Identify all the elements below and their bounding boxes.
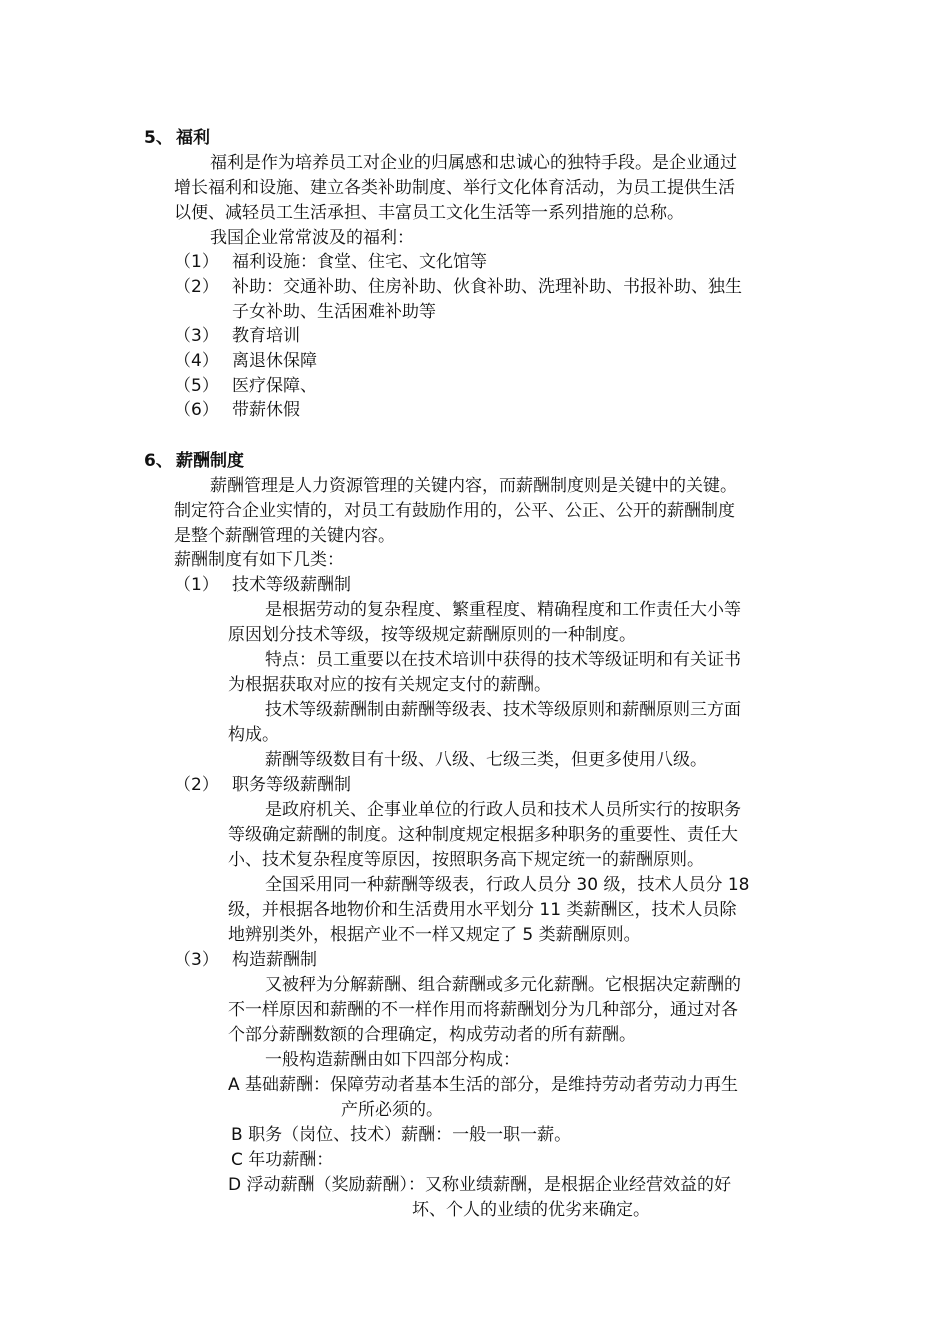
list-number: （3） <box>174 950 219 970</box>
list-text: 技术等级薪酬制 <box>232 575 351 595</box>
part-a-continuation: 产所必须的。 <box>341 1100 443 1120</box>
paragraph-line: 原因划分技术等级，按等级规定薪酬原则的一种制度。 <box>228 625 636 645</box>
paragraph-line: 地辨别类外，根据产业不一样又规定了 5 类薪酬原则。 <box>228 925 641 945</box>
section-6-number: 6、 <box>144 451 173 471</box>
paragraph-line: 构成。 <box>228 725 279 745</box>
part-d: D 浮动薪酬（奖励薪酬）：又称业绩薪酬，是根据企业经营效益的好 <box>228 1175 731 1195</box>
list-item <box>174 773 351 797</box>
list-number: （1） <box>174 252 219 272</box>
section-5-heading <box>144 126 210 150</box>
list-number: （4） <box>174 351 219 371</box>
section-5-title: 福利 <box>176 128 210 148</box>
list-text: 职务等级薪酬制 <box>232 775 351 795</box>
list-text: 福利设施：食堂、住宅、文化馆等 <box>232 252 487 272</box>
list-number: （3） <box>174 326 219 346</box>
list-item <box>174 250 487 274</box>
list-item <box>174 573 351 597</box>
list-item <box>174 324 300 348</box>
list-text: 离退休保障 <box>232 351 317 371</box>
paragraph-line: 是整个薪酬管理的关键内容。 <box>174 526 395 546</box>
paragraph-line: 是政府机关、企事业单位的行政人员和技术人员所实行的按职务 <box>265 800 741 820</box>
part-c: C 年功薪酬： <box>231 1150 334 1170</box>
section-6-title: 薪酬制度 <box>176 451 244 471</box>
list-item <box>174 948 317 972</box>
paragraph-line: 为根据获取对应的按有关规定支付的薪酬。 <box>228 675 551 695</box>
list-number: （6） <box>174 400 219 420</box>
list-number: （2） <box>174 277 219 297</box>
list-text: 教育培训 <box>232 326 300 346</box>
paragraph-line: 我国企业常常波及的福利： <box>210 228 414 248</box>
list-item <box>174 374 317 398</box>
paragraph-line: 级，并根据各地物价和生活费用水平划分 11 类薪酬区，技术人员除 <box>228 900 737 920</box>
list-number: （2） <box>174 775 219 795</box>
part-d-continuation: 坏、个人的业绩的优劣来确定。 <box>412 1200 650 1220</box>
section-6-heading <box>144 449 244 473</box>
paragraph-line: 以便、减轻员工生活承担、丰富员工文化生活等一系列措施的总称。 <box>174 203 684 223</box>
paragraph-line: 薪酬等级数目有十级、八级、七级三类，但更多使用八级。 <box>265 750 707 770</box>
list-text: 构造薪酬制 <box>232 950 317 970</box>
section-5-number: 5、 <box>144 128 173 148</box>
part-a: A 基础薪酬：保障劳动者基本生活的部分，是维持劳动者劳动力再生 <box>228 1075 739 1095</box>
list-item <box>174 398 300 422</box>
paragraph-line: 个部分薪酬数额的合理确定，构成劳动者的所有薪酬。 <box>228 1025 636 1045</box>
paragraph-line: 小、技术复杂程度等原因，按照职务高下规定统一的薪酬原则。 <box>228 850 704 870</box>
paragraph-line: 全国采用同一种薪酬等级表，行政人员分 30 级，技术人员分 18 <box>265 875 750 895</box>
paragraph-line: 福利是作为培养员工对企业的归属感和忠诚心的独特手段。是企业通过 <box>210 153 737 173</box>
paragraph-line: 一般构造薪酬由如下四部分构成： <box>265 1050 520 1070</box>
paragraph-line: 增长福利和设施、建立各类补助制度、举行文化体育活动，为员工提供生活 <box>174 178 735 198</box>
list-text: 补助：交通补助、住房补助、伙食补助、洗理补助、书报补助、独生 <box>232 277 742 297</box>
list-continuation: 子女补助、生活困难补助等 <box>232 302 436 322</box>
list-item <box>174 349 317 373</box>
paragraph-line: 特点：员工重要以在技术培训中获得的技术等级证明和有关证书 <box>265 650 741 670</box>
list-number: （1） <box>174 575 219 595</box>
list-number: （5） <box>174 376 219 396</box>
paragraph-line: 不一样原因和薪酬的不一样作用而将薪酬划分为几种部分，通过对各 <box>228 1000 738 1020</box>
list-text: 医疗保障、 <box>232 376 317 396</box>
paragraph-line: 是根据劳动的复杂程度、繁重程度、精确程度和工作责任大小等 <box>265 600 741 620</box>
paragraph-line: 制定符合企业实情的，对员工有鼓励作用的，公平、公正、公开的薪酬制度 <box>174 501 735 521</box>
paragraph-line: 薪酬管理是人力资源管理的关键内容，而薪酬制度则是关键中的关键。 <box>210 476 737 496</box>
paragraph-line: 等级确定薪酬的制度。这种制度规定根据多种职务的重要性、责任大 <box>228 825 738 845</box>
list-text: 带薪休假 <box>232 400 300 420</box>
part-b: B 职务（岗位、技术）薪酬：一般一职一薪。 <box>231 1125 572 1145</box>
paragraph-line: 技术等级薪酬制由薪酬等级表、技术等级原则和薪酬原则三方面 <box>265 700 741 720</box>
paragraph-line: 薪酬制度有如下几类： <box>174 550 344 570</box>
list-item <box>174 275 742 299</box>
paragraph-line: 又被秤为分解薪酬、组合薪酬或多元化薪酬。它根据决定薪酬的 <box>265 975 741 995</box>
